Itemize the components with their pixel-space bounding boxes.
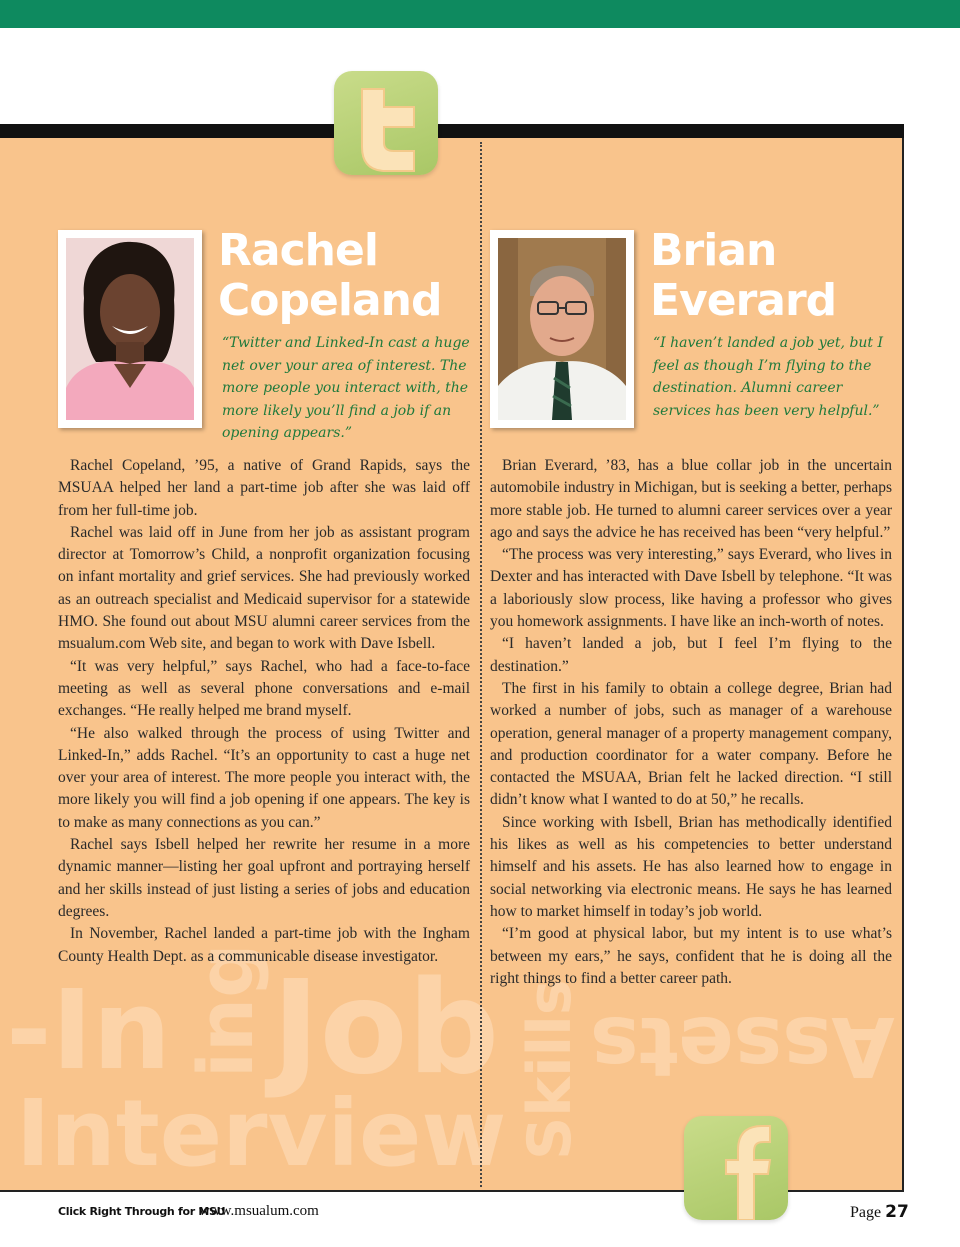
twitter-icon <box>334 71 438 175</box>
background-word-in: -In <box>6 966 171 1094</box>
brian-paragraph-4: The first in his family to obtain a college degree, Brian had worked a number of jobs, such as manager of a warehouse operation, general manager of a property management company, and production coordinator for a water company. Before he contacted the MSUAA, Brian felt he lacked direction. “I still didn’t know what I wanted to do at 50,” he recalls. <box>490 679 892 809</box>
footer-page-number <box>850 1202 909 1222</box>
background-word-skills: Skills <box>515 979 585 1160</box>
rachel-paragraph-6: In November, Rachel landed a part-time job with the Ingham County Health Dept. as a communicable disease investigator. <box>58 925 470 965</box>
rachel-first-name: Rachel <box>218 225 378 276</box>
brian-paragraph-5: Since working with Isbell, Brian has methodically identified his likes as well as his competencies to better understand himself and his assets. He has also learned how to engage in social networking via electronic means. He says he has learned how to market himself in today’s job world. <box>490 813 892 920</box>
rachel-paragraph-4: “He also walked through the process of using Twitter and Linked-In,” adds Rachel. “It’s an opportunity to cast a huge net over your area of interest. The more people you interact with, the more likely you will find a job opening if one appears. The key is to make as many connections as you can.” <box>58 724 470 831</box>
footer-url-link[interactable]: www.msualum.com <box>199 1203 319 1219</box>
rachel-paragraph-1: Rachel Copeland, ’95, a native of Grand Rapids, says the MSUAA helped her land a part-time job after she was laid off from her full-time job. <box>58 457 470 519</box>
background-word-job: Job <box>272 954 500 1103</box>
brian-article <box>490 455 892 990</box>
brian-photo <box>490 230 634 428</box>
brian-quote: “I haven’t landed a job yet, but I feel as though I’m flying to the destination. Alumni career services has been very helpful.” <box>653 335 884 419</box>
background-word-assets: Assets <box>590 998 895 1093</box>
black-header-bar <box>0 124 904 138</box>
rachel-paragraph-2: Rachel was laid off in June from her job as assistant program director at Tomorrow’s Child, a nonprofit organization focusing on infant mortality and grief services. She had previously worked as an outreach specialist and Medicaid supervisor for a statewide HMO. She found out about MSU alumni career services from the msualum.com Web site, and began to work with Dave Isbell. <box>58 523 470 653</box>
column-divider <box>480 142 482 1187</box>
brian-paragraph-2: “The process was very interesting,” says Everard, who lives in Dexter and has interacted with Dave Isbell by telephone. “It was a laboriously slow process, like having a professor who gives you homework assignments. I have like an inch-worth of notes. <box>490 546 892 631</box>
footer-publication: Click Right Through for MSU <box>58 1205 226 1218</box>
rachel-last-name: Copeland <box>218 275 442 326</box>
brian-name <box>650 226 836 326</box>
brian-last-name: Everard <box>650 275 837 326</box>
brian-paragraph-3: “I haven’t landed a job, but I feel I’m flying to the destination.” <box>490 635 892 675</box>
facebook-icon <box>684 1116 788 1220</box>
panel-right-border <box>902 138 904 1191</box>
top-green-bar <box>0 0 960 28</box>
page-label: Page <box>850 1204 882 1221</box>
rachel-paragraph-5: Rachel says Isbell helped her rewrite her resume in a more dynamic manner—listing her goal upfront and portraying herself and her skills instead of just listing a series of jobs and education degrees. <box>58 836 470 920</box>
brian-first-name: Brian <box>650 225 777 276</box>
rachel-quote: “Twitter and Linked-In cast a huge net over your area of interest. The more people you interact with, the more likely you’ll find a job if an opening appears.” <box>222 335 470 441</box>
rachel-photo <box>58 230 202 428</box>
page-number: 27 <box>885 1202 909 1222</box>
rachel-name <box>218 226 441 326</box>
brian-paragraph-6: “I’m good at physical labor, but my intent is to use what’s between my ears,” he says, confident that he is doing all the right things to find a better career path. <box>490 925 892 987</box>
rachel-article <box>58 455 470 968</box>
background-word-interview: Interview <box>16 1080 507 1187</box>
rachel-paragraph-3: “It was very helpful,” says Rachel, who had a face-to-face meeting as well as several phone conversations and e-mail exchanges. “He really helped me brand myself. <box>58 657 470 720</box>
background-word-ing: ing <box>181 943 270 1078</box>
brian-paragraph-1: Brian Everard, ’83, has a blue collar job in the uncertain automobile industry in Michigan, but is seeking a better, perhaps more stable job. He turned to alumni career services over a year ago and says the advice he has received has been “very helpful.” <box>490 457 892 541</box>
